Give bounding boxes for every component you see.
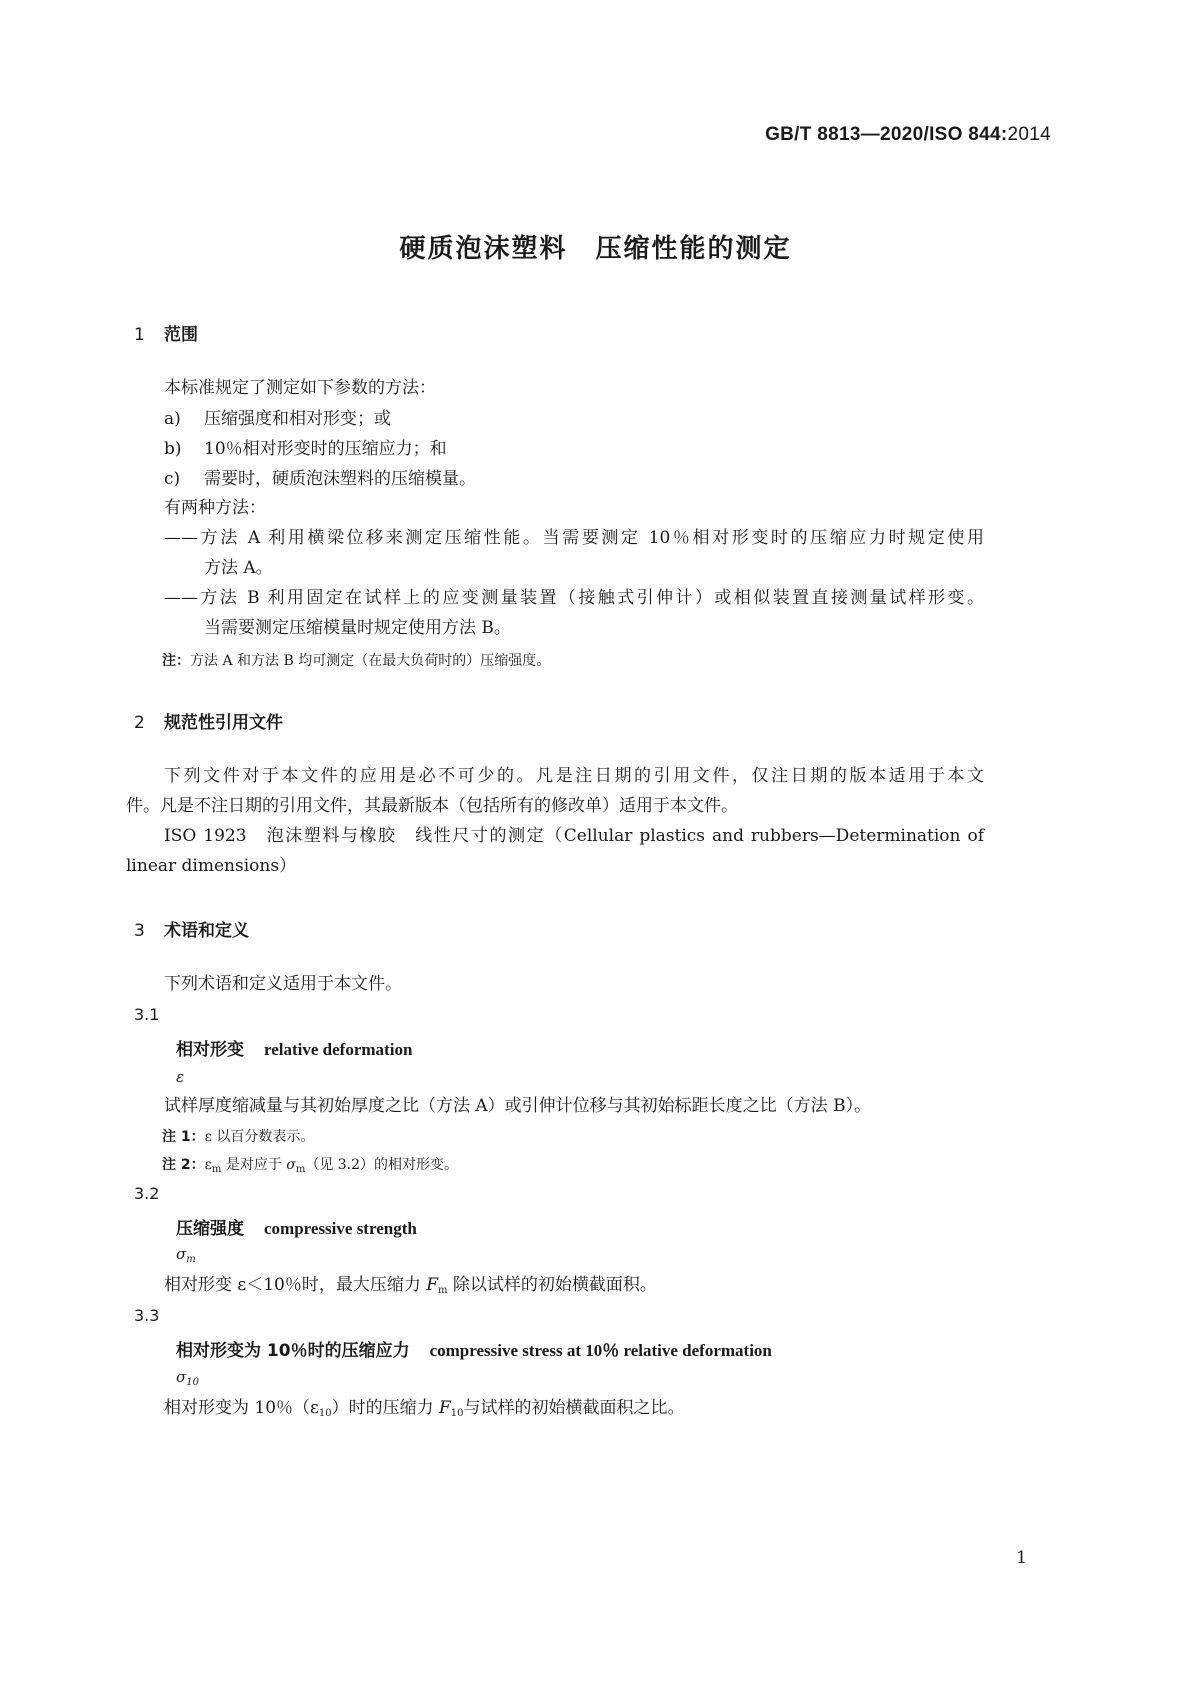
term-3-2-number: 3.2 [134, 1184, 160, 1203]
term-3-3-definition: 相对形变为 10％$(\varepsilon_{10})$时的压缩力 $F_{10}$与试样的初始横截面积之比。 [164, 1398, 685, 1419]
term-3-3-symbol: $\sigma_{10}$ [176, 1368, 199, 1388]
term-3-3-number: 3.3 [134, 1306, 160, 1325]
methods-intro: 有两种方法： [164, 498, 266, 518]
term-3-1-note1: 注 1：ε 以百分数表示。 [162, 1129, 315, 1145]
std-year: 2014 [1007, 124, 1051, 145]
sec2-para-line2: 件。凡是不注日期的引用文件，其最新版本（包括所有的修改单）适用于本文件。 [126, 796, 738, 816]
term-3-2-symbol: $\sigma_m$ [176, 1245, 196, 1265]
term-3-2: 压缩强度 compressive strength [176, 1219, 417, 1239]
term-3-1-number: 3.1 [134, 1005, 160, 1024]
term-3-3: 相对形变为 10％时的压缩应力 compressive stress at 10％ relative deformation [176, 1341, 772, 1361]
sec1-note: 注：方法 A 和方法 B 均可测定（在最大负荷时的）压缩强度。 [162, 653, 551, 669]
page-number: 1 [1016, 1548, 1027, 1568]
std-number: 8813—2020/ISO 844 [817, 124, 1001, 145]
term-3-1: 相对形变 relative deformation [176, 1040, 413, 1060]
method-a-line2: 方法 A。 [204, 558, 273, 578]
method-b-line2: 当需要测定压缩模量时规定使用方法 B。 [204, 618, 511, 638]
sec2-para-line1: 下列文件对于本文件的应用是必不可少的。凡是注日期的引用文件，仅注日期的版本适用于本文 [164, 766, 984, 786]
method-b-line1: ——方法 B 利用固定在试样上的应变测量装置（接触式引伸计）或相似装置直接测量试样形变。 [164, 588, 984, 608]
term-3-1-symbol: ε [176, 1068, 185, 1086]
std-prefix: GB/T [765, 124, 812, 145]
list-item-a: a) 压缩强度和相对形变；或 [164, 409, 391, 429]
sec3-intro: 下列术语和定义适用于本文件。 [164, 974, 402, 994]
term-3-1-definition: 试样厚度缩减量与其初始厚度之比（方法 A）或引伸计位移与其初始标距长度之比（方法 B）。 [164, 1096, 872, 1116]
section-3-heading: 3 术语和定义 [134, 921, 249, 941]
sec1-intro: 本标准规定了测定如下参数的方法： [164, 378, 436, 398]
method-a-line1: ——方法 A 利用横梁位移来测定压缩性能。当需要测定 10％相对形变时的压缩应力时规定使用 [164, 528, 984, 548]
section-1-heading: 1 范围 [134, 325, 198, 345]
term-3-1-note2: 注 2：$\varepsilon_m$ 是对应于 $\sigma_m$（见 3.2）的相对形变。 [162, 1157, 459, 1175]
document-title: 硬质泡沫塑料 压缩性能的测定 [399, 234, 792, 264]
normative-reference-line1: ISO 1923 泡沫塑料与橡胶 线性尺寸的测定（Cellular plastics and rubbers—Determination of [164, 826, 984, 846]
term-3-2-definition: 相对形变 ε＜10％时，最大压缩力 $F_m$ 除以试样的初始横截面积。 [164, 1275, 657, 1296]
standard-code: GB/T 8813—2020/ISO 844:2014 [765, 124, 1051, 145]
list-item-b: b) 10％相对形变时的压缩应力；和 [164, 439, 447, 459]
section-2-heading: 2 规范性引用文件 [134, 713, 283, 733]
list-item-c: c) 需要时，硬质泡沫塑料的压缩模量。 [164, 469, 476, 489]
normative-reference-line2: linear dimensions） [126, 856, 297, 876]
